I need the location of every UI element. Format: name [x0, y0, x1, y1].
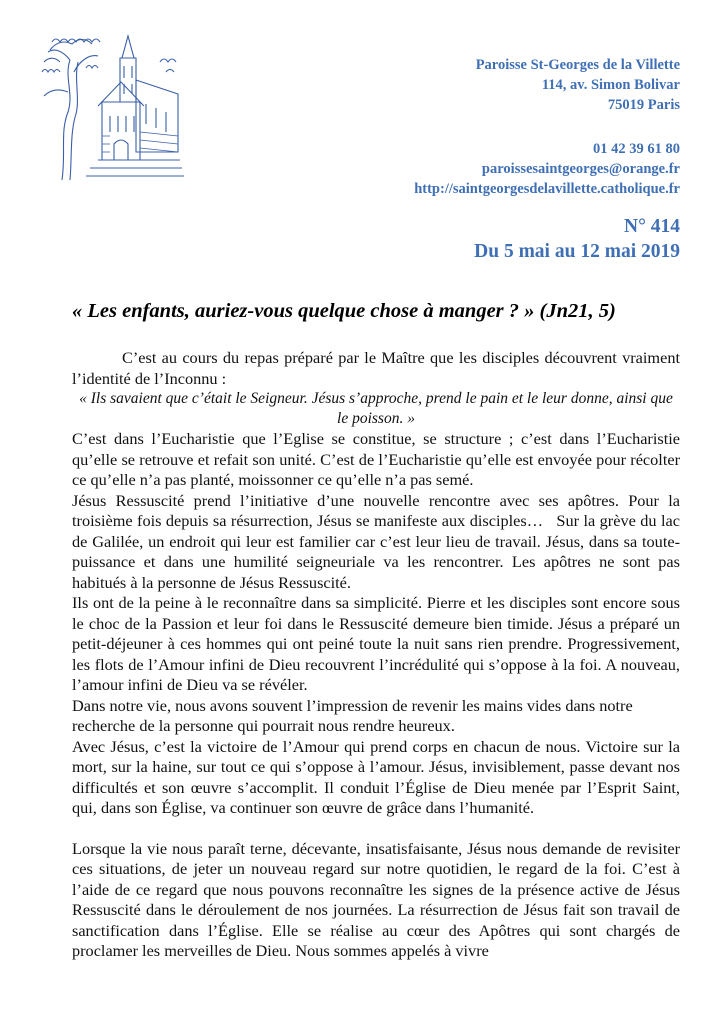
issue-dates: Du 5 mai au 12 mai 2019	[474, 241, 680, 262]
church-sketch-logo	[40, 32, 185, 182]
email-address[interactable]: paroissesaintgeorges@orange.fr	[481, 161, 680, 177]
parish-name: Paroisse St-Georges de la Villette	[475, 57, 680, 73]
address-city: 75019 Paris	[607, 97, 680, 113]
parish-header	[414, 55, 680, 199]
article-title: « Les enfants, auriez-vous quelque chose à manger ? » (Jn21, 5)	[72, 300, 616, 322]
phone-number: 01 42 39 61 80	[593, 141, 680, 157]
paragraph-mains-vides: Dans notre vie, nous avons souvent l’impression de revenir les mains vides dans notre recherche de la personne qui pourrait nous rendre heureux.	[72, 695, 633, 735]
issue-info	[474, 214, 680, 264]
paragraph-regard: Lorsque la vie nous paraît terne, décevante, insatisfaisante, Jésus nous demande de revisiter ces situations, de jeter un nouveau regard sur notre quotidien, le regard de la foi. C’est à l’aide de ce regard que nous pouvons reconnaître les signes de la présence active de Jésus Ressuscité dans le déroulement de nos journées. La résurrection de Jésus fait son travail de sanctification dans l’Église. Elle se réalise au cœur des Apôtres qui sont chargés de proclamer les merveilles de Dieu. Nous sommes appelés à vivre	[72, 838, 680, 960]
paragraph-rencontre-part2: Sur la grève du lac de Galilée, un endroit qui leur est familier car c’est leur lieu de travail. Jésus, dans sa toute-puissance et dans une humilité seigneuriale va les rencontrer. Les apôtres ne sont pas habitués à la personne de Jésus Ressuscité.	[72, 511, 680, 592]
paragraph-rencontre-part1: Jésus Ressuscité prend l’initiative d’une nouvelle rencontre avec ses apôtres. Pour la troisième fois depuis sa résurrection, Jésus se manifeste aux disciples…	[72, 490, 680, 530]
scripture-quote: « Ils savaient que c’était le Seigneur. Jésus s’approche, prend le pain et le leur donne, ainsi que le poisson. »	[79, 390, 673, 427]
paragraph-intro: C’est au cours du repas préparé par le Maître que les disciples découvrent vraiment l’identité de l’Inconnu :	[72, 348, 680, 388]
address-street: 114, av. Simon Bolivar	[541, 77, 680, 93]
paragraph-rencontre	[72, 491, 680, 594]
paragraph-victoire: Avec Jésus, c’est la victoire de l’Amour qui prend corps en chacun de nous. Victoire sur la mort, sur la haine, sur tout ce qui s’oppose à l’amour. Jésus, invisiblement, passe devant nos difficultés et son œuvre s’accomplit. Il conduit l’Église de Dieu menée par l’Esprit Saint, qui, dans son Église, va continuer son œuvre de grâce dans l’humanité.	[72, 736, 680, 817]
paragraph-eucharistie: C’est dans l’Eucharistie que l’Eglise se constitue, se structure ; c’est dans l’Eucharistie qu’elle se retrouve et refait son unité. C’est de l’Eucharistie qu’elle est envoyée pour récolter ce qu’elle n’a pas planté, moissonner ce qu’elle n’a pas semé.	[72, 429, 680, 489]
article-body	[72, 348, 680, 962]
paragraph-simplicite: Ils ont de la peine à le reconnaître dans sa simplicité. Pierre et les disciples sont encore sous le choc de la Passion et leur foi dans le Ressuscité demeure bien timide. Jésus a préparé un petit-déjeuner à ces hommes qui ont peiné toute la nuit sans rien prendre. Progressivement, les flots de l’Amour infini de Dieu recouvrent l’incrédulité qui s’oppose à la foi. A nouveau, l’amour infini de Dieu va se révéler.	[72, 593, 680, 694]
issue-number: N° 414	[623, 216, 680, 237]
website-url[interactable]: http://saintgeorgesdelavillette.catholique.fr	[414, 181, 680, 197]
